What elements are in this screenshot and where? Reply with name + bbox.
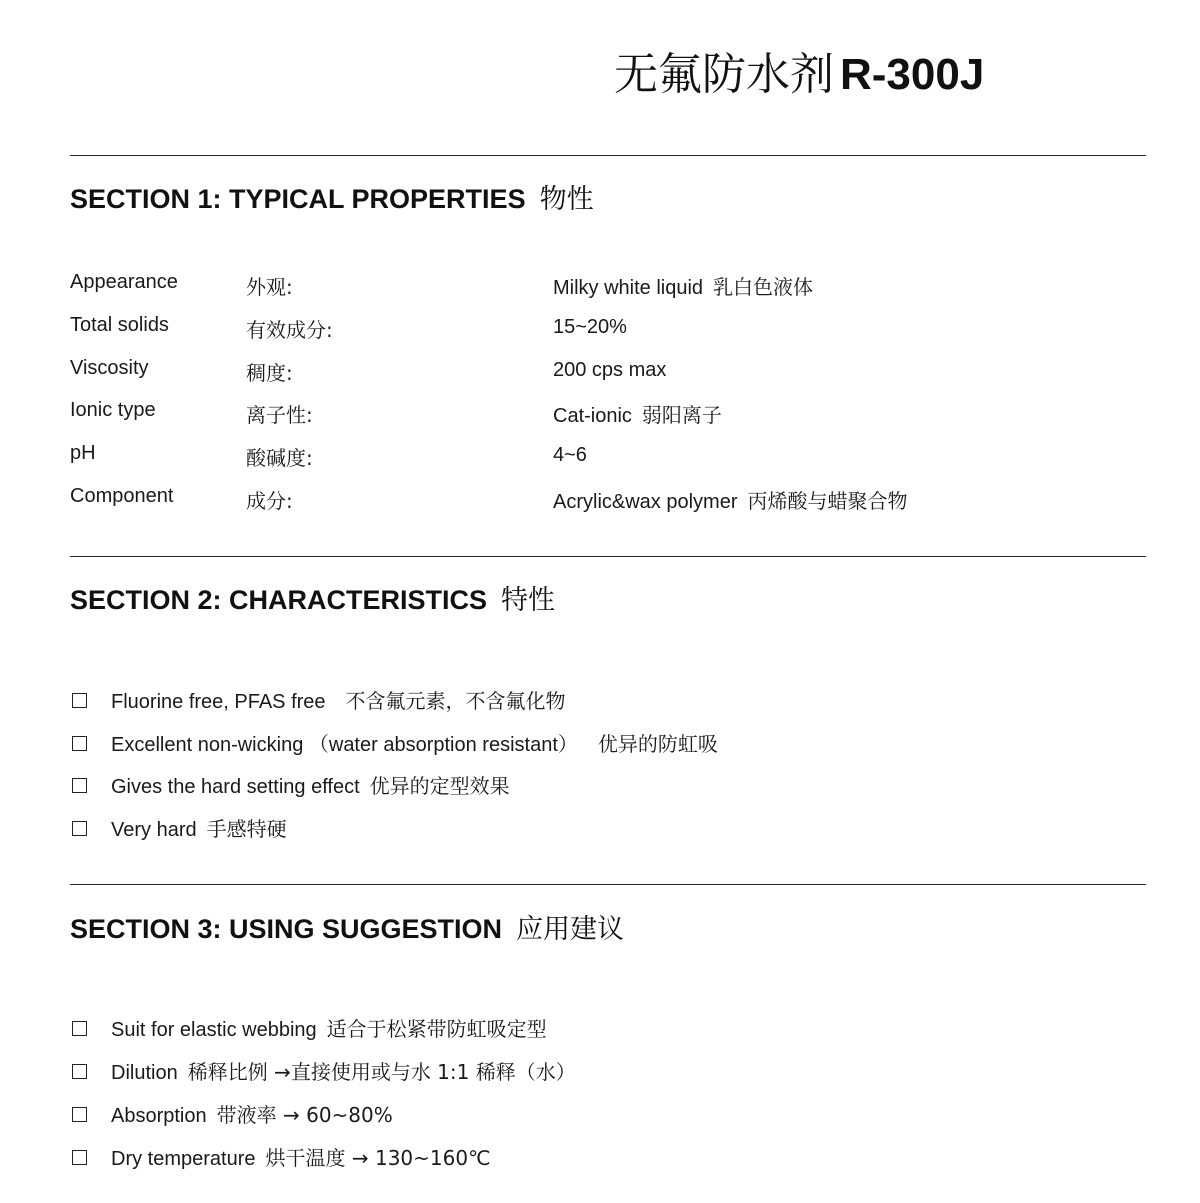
list-item: Very hard 手感特硬 <box>72 813 287 842</box>
checkbox-icon <box>72 693 87 708</box>
list-item: Absorption 带液率 → 60~80% <box>72 1099 393 1128</box>
section1-title: SECTION 1: TYPICAL PROPERTIES <box>70 184 526 214</box>
property-value: 4~6 <box>553 444 587 466</box>
property-name: Total solids <box>70 314 169 336</box>
checkbox-icon <box>72 736 87 751</box>
list-item: Fluorine free, PFAS free 不含氟元素，不含氟化物 <box>72 685 566 714</box>
section2-title-zh: 特性 <box>501 585 556 616</box>
list-item: Excellent non-wicking （water absorption resistant） 优异的防虹吸 <box>72 728 718 757</box>
property-name: Ionic type <box>70 399 156 421</box>
section3-heading <box>70 907 624 946</box>
property-name: Appearance <box>70 271 178 293</box>
checkbox-icon <box>72 821 87 836</box>
list-item: Dilution 稀释比例 →直接使用或与水 1:1 稀释（水） <box>72 1056 576 1085</box>
checkbox-icon <box>72 778 87 793</box>
list-item: Gives the hard setting effect 优异的定型效果 <box>72 770 510 799</box>
property-name-zh: 成分: <box>246 489 293 513</box>
product-model: R-300J <box>840 50 985 99</box>
checkbox-icon <box>72 1064 87 1079</box>
checkbox-icon <box>72 1150 87 1165</box>
section3-title: SECTION 3: USING SUGGESTION <box>70 914 503 944</box>
section1-title-zh: 物性 <box>539 184 594 215</box>
document-title <box>614 38 984 102</box>
section3-title-zh: 应用建议 <box>516 914 625 945</box>
list-item: Suit for elastic webbing 适合于松紧带防虹吸定型 <box>72 1013 547 1042</box>
divider <box>70 556 1146 557</box>
property-value: 15~20% <box>553 316 627 338</box>
property-value: Cat-ionic 弱阳离子 <box>553 403 722 427</box>
property-name-zh: 有效成分: <box>246 318 333 342</box>
divider <box>70 884 1146 885</box>
property-name-zh: 酸碱度: <box>246 446 313 470</box>
list-item: Dry temperature 烘干温度 → 130~160℃ <box>72 1142 491 1171</box>
property-value: Milky white liquid 乳白色液体 <box>553 275 814 299</box>
title-chinese: 无氟防水剂 <box>614 49 834 100</box>
property-name: Component <box>70 485 174 507</box>
property-name-zh: 外观: <box>246 275 293 299</box>
property-name-zh: 离子性: <box>246 403 313 427</box>
property-name-zh: 稠度: <box>246 361 293 385</box>
divider <box>70 155 1146 156</box>
section1-heading <box>70 177 594 216</box>
property-name: pH <box>70 442 96 464</box>
checkbox-icon <box>72 1107 87 1122</box>
property-value: Acrylic&wax polymer 丙烯酸与蜡聚合物 <box>553 489 908 513</box>
section2-heading <box>70 578 555 617</box>
checkbox-icon <box>72 1021 87 1036</box>
section2-title: SECTION 2: CHARACTERISTICS <box>70 585 488 615</box>
property-name: Viscosity <box>70 357 149 379</box>
property-value: 200 cps max <box>553 359 667 381</box>
